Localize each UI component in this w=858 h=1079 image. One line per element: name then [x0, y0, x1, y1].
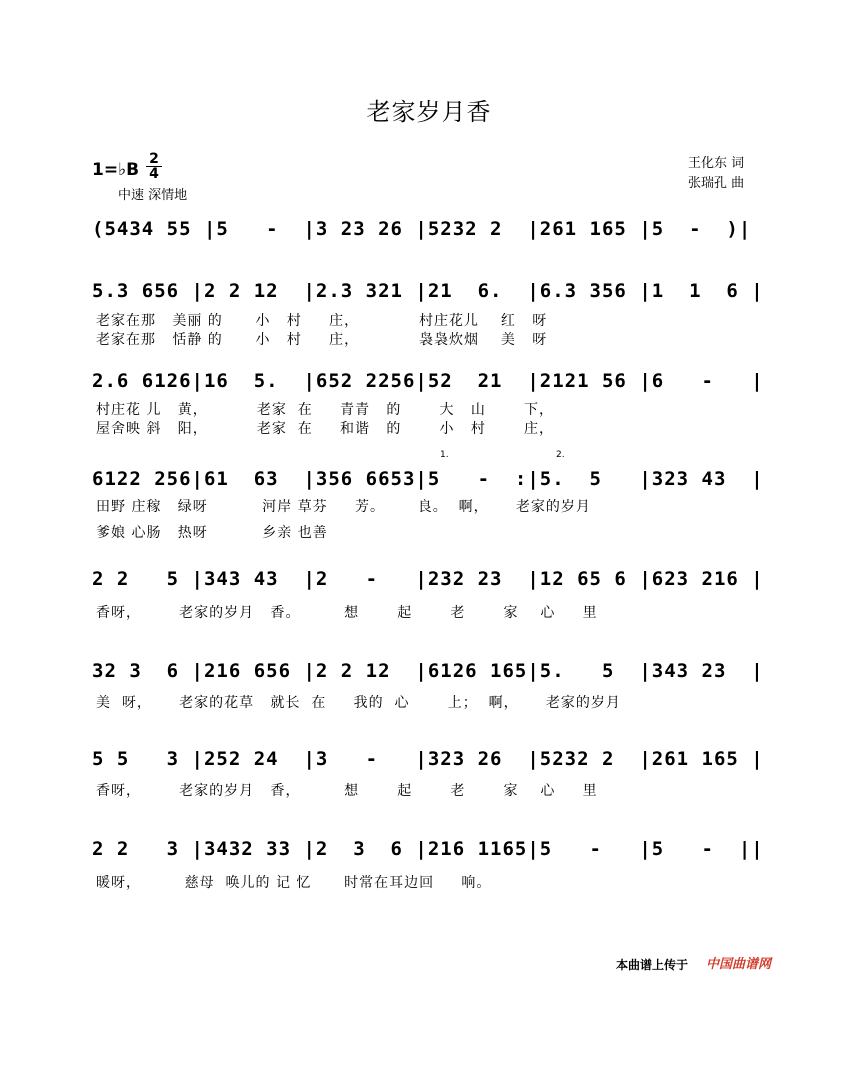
volta-first: 1. [440, 450, 449, 460]
lyric-line: 田野 庄稼 绿呀 河岸 草芬 芳。 良。 啊， 老家的岁月 [96, 499, 591, 515]
notes-row: 2.6 6126|16 5. |652 2256|52 21 |2121 56 |6 - | [92, 370, 764, 392]
notes-row: 6122 256|61 63 |356 6653|5 - :|5. 5 |323 43 | [92, 468, 764, 490]
time-bottom: 4 [149, 166, 159, 182]
time-signature [146, 152, 162, 181]
time-top: 2 [146, 152, 162, 167]
composer: 张瑞孔 曲 [688, 176, 745, 191]
lyric-line: 美 呀， 老家的花草 就长 在 我的 心 上； 啊， 老家的岁月 [96, 695, 621, 711]
notes-row: 5.3 656 |2 2 12 |2.3 321 |21 6. |6.3 356 |1 1 6 | [92, 280, 764, 302]
lyric-line: 村庄花 儿 黄， 老家 在 青青 的 大 山 下， [96, 402, 555, 418]
lyric-line: 老家在那 美丽 的 小 村 庄， 村庄花儿 红 呀 [96, 313, 548, 329]
lyric-line: 老家在那 恬静 的 小 村 庄， 袅袅炊烟 美 呀 [96, 332, 548, 348]
lyric-line: 暖呀， 慈母 唤儿的 记 忆 时常在耳边回 响。 [96, 875, 492, 891]
footer-upload-text: 本曲谱上传于 [616, 958, 689, 972]
tempo-marking: 中速 深情地 [118, 188, 188, 203]
lyric-line: 屋舍映 斜 阳， 老家 在 和谐 的 小 村 庄， [96, 421, 555, 437]
volta-second: 2. [556, 450, 565, 460]
score-system [88, 206, 778, 266]
key-signature: 1=♭B [92, 160, 140, 180]
notes-row: 5 5 3 |252 24 |3 - |323 26 |5232 2 |261 165 | [92, 748, 764, 770]
notes-row: (5434 55 |5 - |3 23 26 |5232 2 |261 165 |5 - )| [92, 218, 752, 240]
lyric-line: 香呀， 老家的岁月 香。 想 起 老 家 心 里 [96, 605, 598, 621]
notes-row: 2 2 5 |343 43 |2 - |232 23 |12 65 6 |623 216 | [92, 568, 764, 590]
lyric-line: 香呀， 老家的岁月 香， 想 起 老 家 心 里 [96, 783, 598, 799]
notes-row: 32 3 6 |216 656 |2 2 12 |6126 165|5. 5 |343 23 | [92, 660, 764, 682]
page-title: 老家岁月香 [366, 98, 492, 126]
lyric-line: 爹娘 心肠 热呀 乡亲 也善 [96, 525, 328, 541]
lyricist: 王化东 词 [688, 156, 745, 171]
notes-row: 2 2 3 |3432 33 |2 3 6 |216 1165|5 - |5 - || [92, 838, 764, 860]
site-logo[interactable]: 中国曲谱网 [706, 957, 772, 972]
